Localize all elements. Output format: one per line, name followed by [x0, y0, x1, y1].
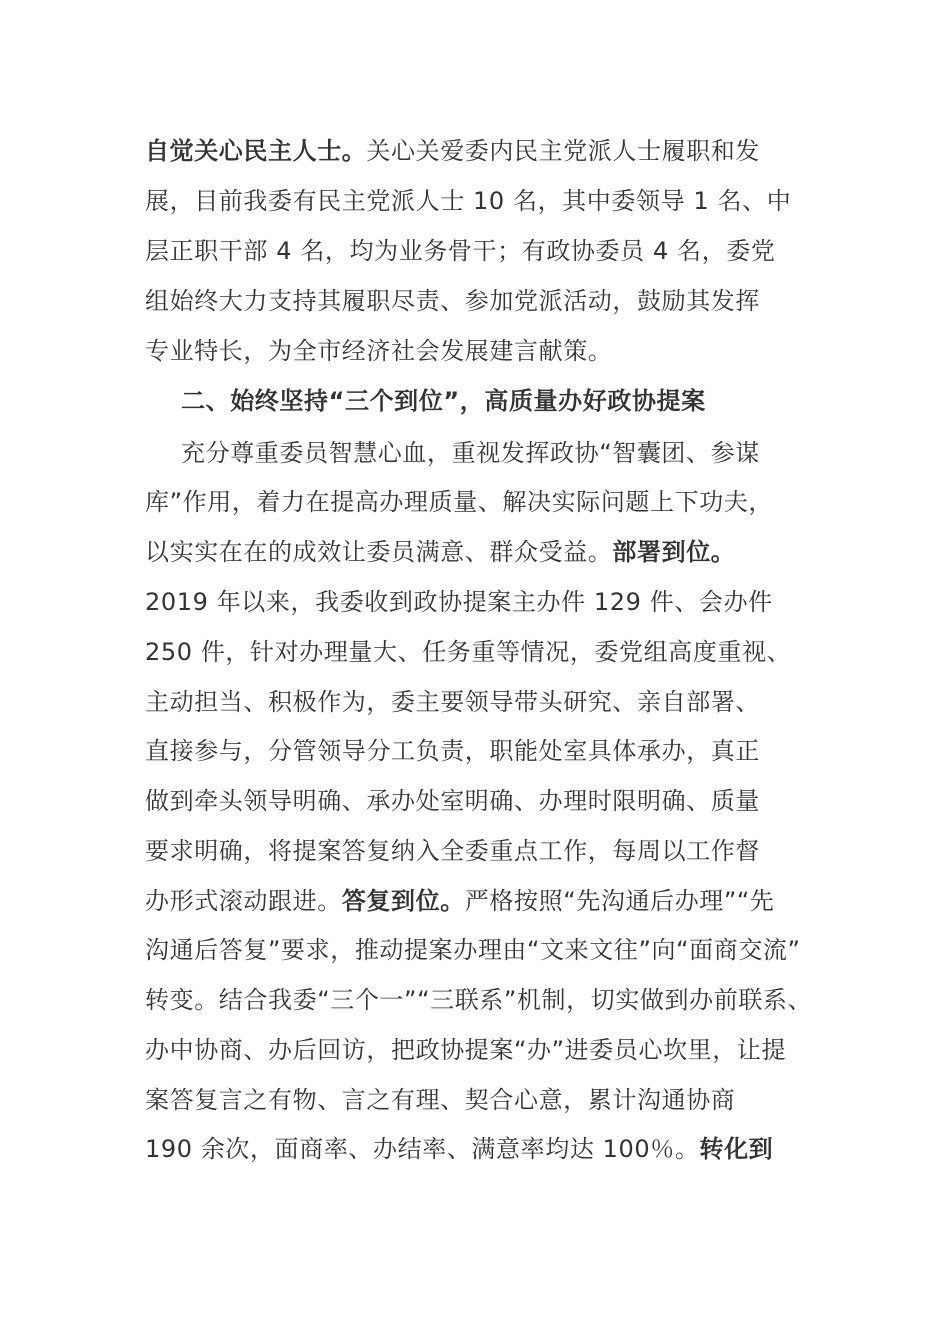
section-heading-2: 二、始终坚持“三个到位”，高质量办好政协提案: [181, 387, 706, 415]
paragraph-2-line-4: 2019 年以来，我委收到政协提案主办件 129 件、会办件: [145, 588, 773, 616]
bold-lead-text: 自觉关心民主人士。: [145, 137, 367, 165]
paragraph-text: 办形式滚动跟进。: [145, 887, 342, 915]
paragraph-2-line-10: [145, 881, 825, 921]
paragraph-2-line-12: 转变。结合我委“三个一”“三联系”机制，切实做到办前联系、: [145, 986, 813, 1014]
paragraph-2-line-15: [145, 1129, 825, 1169]
paragraph-text: 严格按照“先沟通后办理”“先: [464, 887, 775, 915]
paragraph-2-line-8: 做到牵头领导明确、承办处室明确、办理时限明确、质量: [145, 787, 760, 815]
paragraph-1-line-2: 展，目前我委有民主党派人士 10 名，其中委领导 1 名、中: [145, 187, 792, 215]
bold-inline-heading: 答复到位。: [341, 887, 465, 915]
paragraph-2-line-14: 案答复言之有物、言之有理、契合心意，累计沟通协商: [145, 1086, 736, 1114]
bold-inline-heading: 转化到: [699, 1135, 774, 1163]
paragraph-2-line-11: 沟通后答复”要求，推动提案办理由“文来文往”向“面商交流”: [145, 936, 801, 964]
paragraph-text: 190 余次，面商率、办结率、满意率均达 100％。: [145, 1135, 700, 1163]
bold-inline-heading: 部署到位。: [612, 538, 736, 566]
paragraph-2-line-1: 充分尊重委员智慧心血，重视发挥政协“智囊团、参谋: [181, 439, 760, 467]
paragraph-text: 关心关爱委内民主党派人士履职和发: [366, 137, 761, 165]
paragraph-2-line-3: [145, 532, 825, 572]
paragraph-1-line-5: 专业特长，为全市经济社会发展建言献策。: [145, 337, 613, 365]
paragraph-2-line-2: 库”作用，着力在提高办理质量、解决实际问题上下功夫，: [145, 488, 774, 516]
paragraph-2-line-5: 250 件，针对办理量大、任务重等情况，委党组高度重视、: [145, 638, 792, 666]
paragraph-2-line-13: 办中协商、办后回访，把政协提案“办”进委员心坎里，让提: [145, 1036, 787, 1064]
paragraph-1-line-4: 组始终大力支持其履职尽责、参加党派活动，鼓励其发挥: [145, 287, 760, 315]
paragraph-2-line-7: 直接参与，分管领导分工负责，职能处室具体承办，真正: [145, 737, 760, 765]
paragraph-2-line-9: 要求明确，将提案答复纳入全委重点工作，每周以工作督: [145, 837, 760, 865]
paragraph-2-line-6: 主动担当、积极作为，委主要领导带头研究、亲自部署、: [145, 688, 760, 716]
paragraph-text: 以实实在在的成效让委员满意、群众受益。: [145, 538, 613, 566]
paragraph-1-line-3: 层正职干部 4 名，均为业务骨干；有政协委员 4 名，委党: [145, 237, 776, 265]
paragraph-1-line-1: [145, 131, 825, 171]
